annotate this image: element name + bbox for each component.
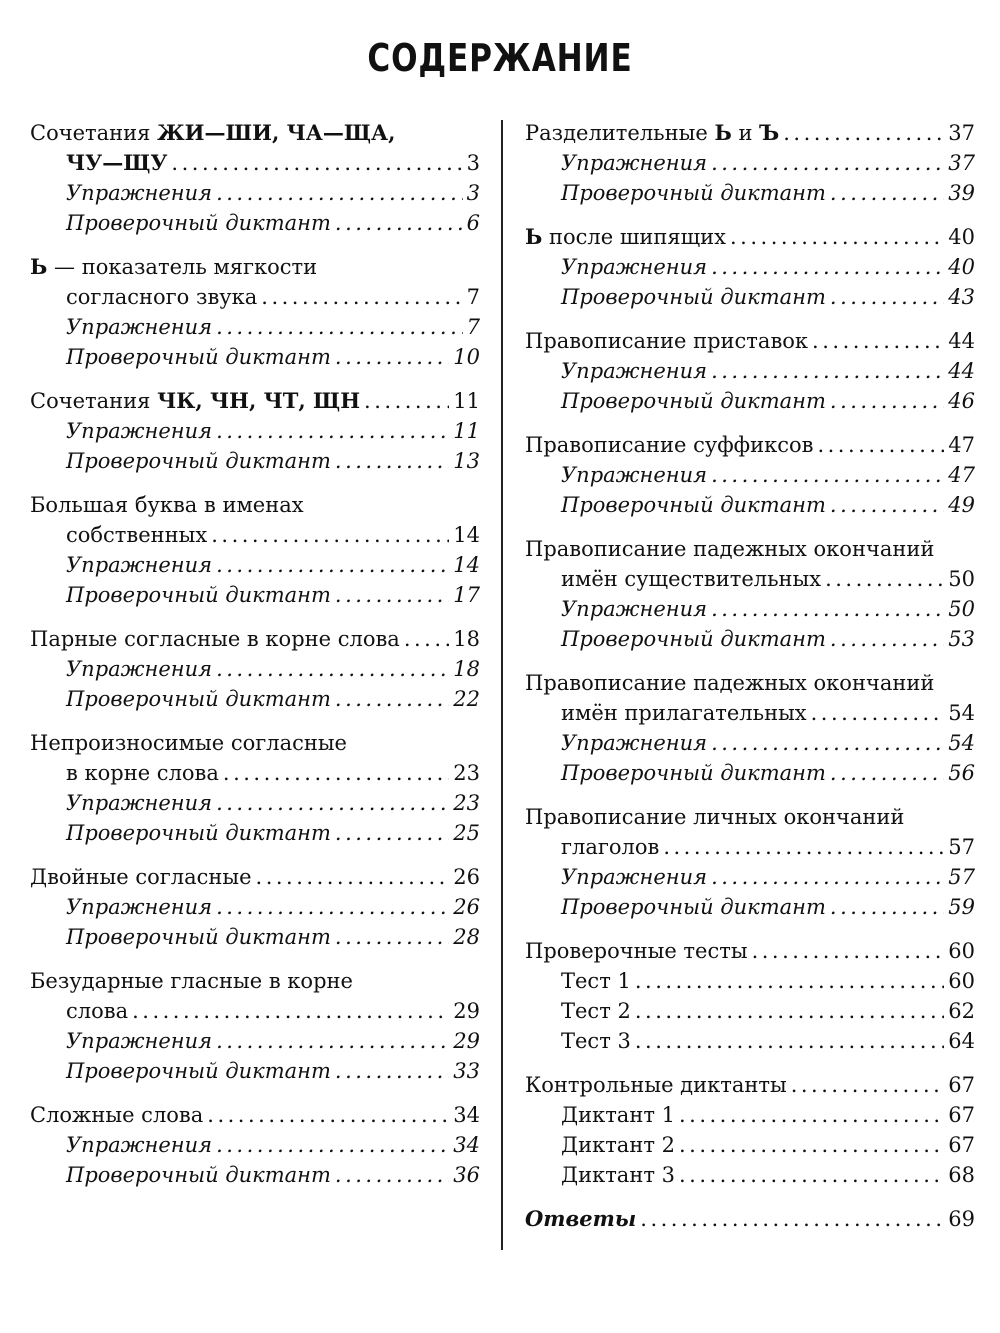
toc-entry[interactable]: Правописание падежных окончаний bbox=[525, 537, 935, 561]
toc-subentry[interactable]: Проверочный диктант ..... 17 bbox=[30, 580, 480, 610]
toc-subentry[interactable]: Упражнения ..... 14 bbox=[30, 550, 480, 580]
toc-entry[interactable]: Сочетания ЧК, ЧН, ЧТ, ЩН ..... 11 bbox=[30, 386, 480, 416]
toc-section bbox=[30, 966, 480, 1086]
toc-subentry[interactable]: Упражнения ..... 54 bbox=[525, 728, 975, 758]
toc-subentry[interactable]: Проверочный диктант ..... 28 bbox=[30, 922, 480, 952]
toc-entry[interactable]: Ь — показатель мягкости bbox=[30, 254, 318, 279]
toc-subentry[interactable]: Упражнения ..... 40 bbox=[525, 252, 975, 282]
toc-subentry[interactable]: Проверочный диктант ..... 33 bbox=[30, 1056, 480, 1086]
toc-entry[interactable]: в корне слова ..... 23 bbox=[30, 758, 480, 788]
toc-subentry[interactable]: Упражнения ..... 50 bbox=[525, 594, 975, 624]
toc-section bbox=[525, 430, 975, 520]
toc-entry-answers[interactable]: Ответы ..... 69 bbox=[525, 1204, 975, 1234]
toc-section bbox=[525, 1070, 975, 1190]
toc-section bbox=[525, 326, 975, 416]
toc-entry[interactable]: ЧУ—ЩУ ..... 3 bbox=[30, 148, 480, 178]
toc-entry[interactable]: Правописание падежных окончаний bbox=[525, 671, 935, 695]
toc-entry[interactable]: Сложные слова ..... 34 bbox=[30, 1100, 480, 1130]
toc-entry[interactable]: Безударные гласные в корне bbox=[30, 969, 353, 993]
toc-section bbox=[30, 386, 480, 476]
toc-subentry[interactable]: Упражнения ..... 29 bbox=[30, 1026, 480, 1056]
toc-subentry[interactable]: Диктант 2 ..... 67 bbox=[525, 1130, 975, 1160]
toc-subentry[interactable]: Упражнения ..... 11 bbox=[30, 416, 480, 446]
toc-subentry[interactable]: Проверочный диктант ..... 10 bbox=[30, 342, 480, 372]
toc-subentry[interactable]: Упражнения ..... 44 bbox=[525, 356, 975, 386]
toc-subentry[interactable]: Проверочный диктант ..... 25 bbox=[30, 818, 480, 848]
toc-subentry[interactable]: Проверочный диктант ..... 49 bbox=[525, 490, 975, 520]
toc-section bbox=[525, 802, 975, 922]
toc-entry[interactable]: Правописание личных окончаний bbox=[525, 805, 905, 829]
toc-section bbox=[30, 252, 480, 372]
toc-left-column bbox=[30, 118, 480, 1204]
toc-subentry[interactable]: Упражнения ..... 57 bbox=[525, 862, 975, 892]
toc-section bbox=[525, 118, 975, 208]
toc-subentry[interactable]: Проверочный диктант ..... 39 bbox=[525, 178, 975, 208]
page-title: СОДЕРЖАНИЕ bbox=[367, 36, 633, 80]
toc-subentry[interactable]: Упражнения ..... 23 bbox=[30, 788, 480, 818]
toc-entry[interactable]: имён прилагательных ..... 54 bbox=[525, 698, 975, 728]
toc-subentry[interactable]: Проверочный диктант ..... 13 bbox=[30, 446, 480, 476]
toc-section bbox=[30, 118, 480, 238]
toc-entry[interactable]: Большая буква в именах bbox=[30, 493, 304, 517]
toc-subentry[interactable]: Проверочный диктант ..... 6 bbox=[30, 208, 480, 238]
toc-entry[interactable]: Сочетания ЖИ—ШИ, ЧА—ЩА, bbox=[30, 120, 396, 145]
toc-section bbox=[525, 1204, 975, 1234]
toc-subentry[interactable]: Упражнения ..... 18 bbox=[30, 654, 480, 684]
toc-entry[interactable]: имён существительных ..... 50 bbox=[525, 564, 975, 594]
toc-subentry[interactable]: Упражнения ..... 3 bbox=[30, 178, 480, 208]
toc-subentry[interactable]: Упражнения ..... 47 bbox=[525, 460, 975, 490]
toc-subentry[interactable]: Упражнения ..... 37 bbox=[525, 148, 975, 178]
toc-subentry[interactable]: Упражнения ..... 26 bbox=[30, 892, 480, 922]
toc-section bbox=[30, 624, 480, 714]
toc-subentry[interactable]: Проверочный диктант ..... 59 bbox=[525, 892, 975, 922]
toc-subentry[interactable]: Упражнения ..... 34 bbox=[30, 1130, 480, 1160]
toc-section bbox=[525, 668, 975, 788]
column-divider bbox=[501, 120, 503, 1250]
toc-subentry[interactable]: Проверочный диктант ..... 36 bbox=[30, 1160, 480, 1190]
toc-entry[interactable]: Двойные согласные ..... 26 bbox=[30, 862, 480, 892]
toc-entry[interactable]: собственных ..... 14 bbox=[30, 520, 480, 550]
toc-entry[interactable]: Непроизносимые согласные bbox=[30, 731, 347, 755]
toc-subentry[interactable]: Проверочный диктант ..... 46 bbox=[525, 386, 975, 416]
toc-subentry[interactable]: Тест 3 ..... 64 bbox=[525, 1026, 975, 1056]
toc-entry[interactable]: Правописание суффиксов ..... 47 bbox=[525, 430, 975, 460]
toc-entry[interactable]: глаголов ..... 57 bbox=[525, 832, 975, 862]
toc-section bbox=[30, 1100, 480, 1190]
toc-subentry[interactable]: Диктант 3 ..... 68 bbox=[525, 1160, 975, 1190]
toc-subentry[interactable]: Проверочный диктант ..... 53 bbox=[525, 624, 975, 654]
toc-section bbox=[525, 936, 975, 1056]
toc-section bbox=[30, 728, 480, 848]
toc-entry[interactable]: Проверочные тесты ..... 60 bbox=[525, 936, 975, 966]
toc-entry[interactable]: Контрольные диктанты ..... 67 bbox=[525, 1070, 975, 1100]
toc-section bbox=[30, 862, 480, 952]
toc-subentry[interactable]: Тест 2 ..... 62 bbox=[525, 996, 975, 1026]
toc-section bbox=[525, 222, 975, 312]
toc-section bbox=[30, 490, 480, 610]
toc-subentry[interactable]: Проверочный диктант ..... 56 bbox=[525, 758, 975, 788]
toc-entry[interactable]: Разделительные Ь и Ъ ..... 37 bbox=[525, 118, 975, 148]
toc-entry[interactable]: слова ..... 29 bbox=[30, 996, 480, 1026]
toc-subentry[interactable]: Тест 1 ..... 60 bbox=[525, 966, 975, 996]
toc-right-column bbox=[525, 118, 975, 1248]
toc-subentry[interactable]: Диктант 1 ..... 67 bbox=[525, 1100, 975, 1130]
toc-entry[interactable]: Парные согласные в корне слова ..... 18 bbox=[30, 624, 480, 654]
toc-subentry[interactable]: Проверочный диктант ..... 22 bbox=[30, 684, 480, 714]
toc-subentry[interactable]: Проверочный диктант ..... 43 bbox=[525, 282, 975, 312]
toc-entry[interactable]: согласного звука ..... 7 bbox=[30, 282, 480, 312]
toc-entry[interactable]: Ь после шипящих ..... 40 bbox=[525, 222, 975, 252]
toc-section bbox=[525, 534, 975, 654]
toc-entry[interactable]: Правописание приставок ..... 44 bbox=[525, 326, 975, 356]
toc-subentry[interactable]: Упражнения ..... 7 bbox=[30, 312, 480, 342]
